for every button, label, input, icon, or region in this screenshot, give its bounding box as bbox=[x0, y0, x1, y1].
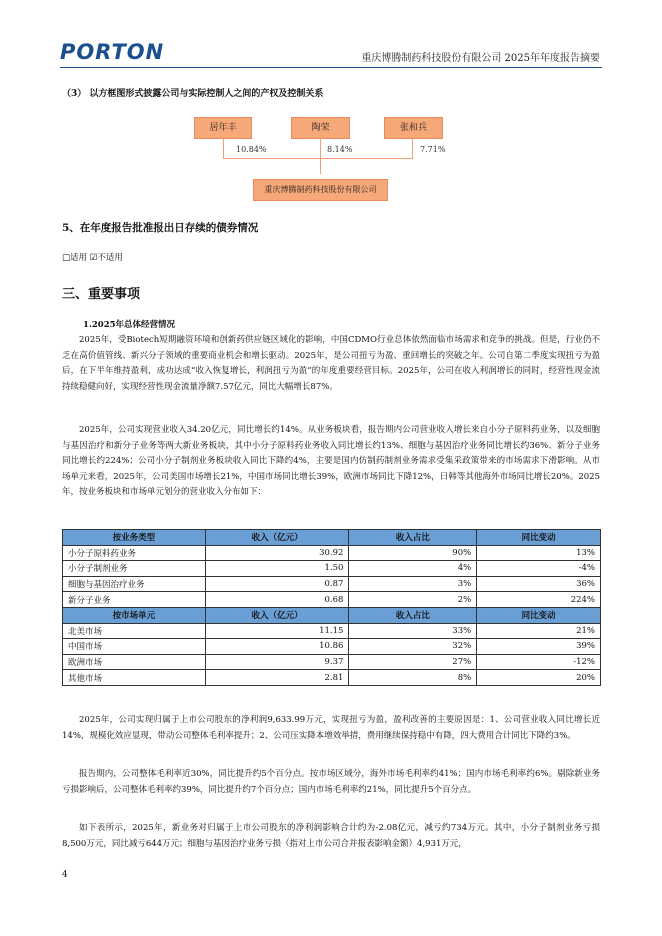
owner-box-1: 居年丰 bbox=[194, 117, 252, 139]
paragraph-2: 2025年，公司实现营业收入34.20亿元，同比增长约14%。从业务板块看，报告期内公司营业收入增长来自小分子原料药业务，以及细胞与基因治疗和新分子业务等两大新业务板块，其中小分子原料药业务收入同比增长约13%、细胞与基因治疗业务同比增长约36%、新分子业务同比增长约224%；公司小分子制剂业务板块收入同比下降约4%，主要是国内仿制药制剂业务需求受集采政策带来的市场需求下滑影响。从市场单元来看，2025年，公司美国市场增长21%，中国市场同比增长39%，欧洲市场同比下降12%，日韩等其他海外市场同比增长20%。2025年，按业务板块和市场单元划分的营业收入分布如下： bbox=[62, 425, 600, 498]
table-header-cell: 收入占比 bbox=[349, 530, 477, 546]
table-header-cell: 同比变动 bbox=[477, 530, 601, 546]
table-cell: 欧洲市场 bbox=[63, 654, 206, 670]
table-row bbox=[63, 670, 601, 686]
important-matters-heading: 三、重要事项 bbox=[62, 287, 141, 302]
connector-horizontal bbox=[223, 158, 413, 159]
applicable-checkboxes: □适用 ☑不适用 bbox=[62, 253, 123, 263]
table-cell: 11.15 bbox=[205, 623, 349, 639]
table-header-cell: 按业务类型 bbox=[63, 530, 206, 546]
company-logo: PORTON bbox=[60, 40, 165, 64]
table-cell: 新分子业务 bbox=[63, 592, 206, 608]
company-box: 重庆博腾制药科技股份有限公司 bbox=[253, 179, 388, 201]
table-cell: 2% bbox=[349, 592, 477, 608]
table-cell: 21% bbox=[477, 623, 601, 639]
owner-box-2: 陶荣 bbox=[291, 117, 350, 139]
ownership-diagram bbox=[0, 0, 662, 210]
table-cell: 10.86 bbox=[205, 639, 349, 655]
table-cell: 其他市场 bbox=[63, 670, 206, 686]
table-header-cell: 按市场单元 bbox=[63, 607, 206, 623]
table-cell: 32% bbox=[349, 639, 477, 655]
table-cell: 0.87 bbox=[205, 576, 349, 592]
owner-box-3: 张和兵 bbox=[384, 117, 443, 139]
operations-subheading: 1.2025年总体经营情况 bbox=[83, 320, 176, 330]
table-header-row bbox=[63, 530, 601, 546]
owner-pct-2: 8.14% bbox=[327, 145, 353, 154]
table-row bbox=[63, 623, 601, 639]
table-cell: 90% bbox=[349, 545, 477, 561]
table-header-cell: 同比变动 bbox=[477, 607, 601, 623]
paragraph-5: 如下表所示，2025年，新业务对归属于上市公司股东的净利润影响合计约为-2.08亿元，减亏约734万元。其中，小分子制剂业务亏损8,500万元，同比减亏644万元；细胞与基因治疗业务亏损（指对上市公司合并报表影响金额）4,931万元， bbox=[62, 823, 600, 849]
table-row bbox=[63, 592, 601, 608]
table-header-cell: 收入（亿元） bbox=[205, 530, 349, 546]
table-cell: 3% bbox=[349, 576, 477, 592]
table-cell: 2.81 bbox=[205, 670, 349, 686]
table-cell: 27% bbox=[349, 654, 477, 670]
owner-pct-1: 10.84% bbox=[236, 145, 267, 154]
connector-left bbox=[223, 138, 224, 158]
table-cell: 4% bbox=[349, 561, 477, 577]
connector-mid bbox=[320, 138, 321, 174]
table-cell: -12% bbox=[477, 654, 601, 670]
table-cell: 9.37 bbox=[205, 654, 349, 670]
table-row bbox=[63, 654, 601, 670]
table-row bbox=[63, 576, 601, 592]
owner-pct-3: 7.71% bbox=[420, 145, 446, 154]
table-cell: 北美市场 bbox=[63, 623, 206, 639]
table-cell: 小分子原料药业务 bbox=[63, 545, 206, 561]
page-number: 4 bbox=[62, 870, 68, 880]
table-cell: 小分子制剂业务 bbox=[63, 561, 206, 577]
bond-section-title: 5、在年度报告批准报出日存续的债券情况 bbox=[62, 222, 259, 234]
table-cell: 中国市场 bbox=[63, 639, 206, 655]
paragraph-4: 报告期内，公司整体毛利率近30%，同比提升约5个百分点。按市场区域分，海外市场毛利率约41%；国内市场毛利率约6%。剔除新业务亏损影响后，公司整体毛利率约39%，同比提升约7个百分点；国内市场毛利率约21%，同比提升5个百分点。 bbox=[62, 769, 600, 795]
table-cell: 30.92 bbox=[205, 545, 349, 561]
table-header-cell: 收入占比 bbox=[349, 607, 477, 623]
table-cell: 33% bbox=[349, 623, 477, 639]
table-cell: 1.50 bbox=[205, 561, 349, 577]
table-row bbox=[63, 639, 601, 655]
revenue-table bbox=[62, 529, 601, 686]
table-cell: 36% bbox=[477, 576, 601, 592]
table-cell: 224% bbox=[477, 592, 601, 608]
table-header-cell: 收入（亿元） bbox=[205, 607, 349, 623]
table-cell: 20% bbox=[477, 670, 601, 686]
table-cell: 0.68 bbox=[205, 592, 349, 608]
table-cell: 39% bbox=[477, 639, 601, 655]
table-cell: -4% bbox=[477, 561, 601, 577]
table-row bbox=[63, 561, 601, 577]
connector-right bbox=[412, 138, 413, 158]
ownership-section-title: （3） 以方框图形式披露公司与实际控制人之间的产权及控制关系 bbox=[62, 89, 324, 99]
table-header-row bbox=[63, 607, 601, 623]
table-cell: 13% bbox=[477, 545, 601, 561]
paragraph-1: 2025年，受Biotech短期融资环境和创新药供应链区域化的影响，中国CDMO行业总体依然面临市场需求和竞争的挑战。但是，行业仍不乏在高价值管线、新兴分子领域的重要商业机会和增长驱动。2025年，是公司扭亏为盈、重回增长的突破之年。公司自第二季度实现扭亏为盈后，在下半年维持盈利，成功达成“收入恢复增长，利润扭亏为盈”的年度重要经营目标。2025年，公司在收入利润增长的同时，经营性现金流持续稳健向好，实现经营性现金流量净额7.57亿元，同比大幅增长87%。 bbox=[62, 335, 600, 392]
table-row bbox=[63, 545, 601, 561]
paragraph-3: 2025年，公司实现归属于上市公司股东的净利润9,633.99万元，实现扭亏为盈，盈利改善的主要原因是：1、公司营业收入同比增长近14%，规模化效应显现，带动公司整体毛利率提升；2、公司压实降本增效举措，费用继续保持稳中有降，四大费用合计同比下降约3%。 bbox=[62, 715, 600, 741]
table-cell: 细胞与基因治疗业务 bbox=[63, 576, 206, 592]
header-title: 重庆博腾制药科技股份有限公司 2025年年度报告摘要 bbox=[361, 53, 600, 64]
table-cell: 8% bbox=[349, 670, 477, 686]
